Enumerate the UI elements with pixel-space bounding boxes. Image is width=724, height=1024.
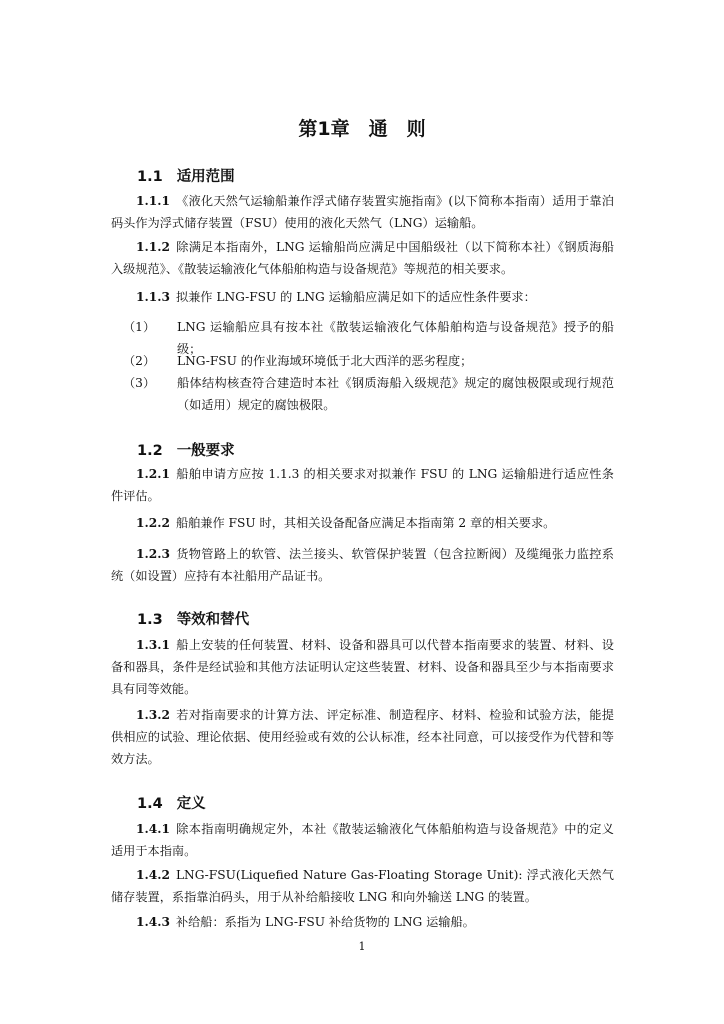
paragraph-1-2-3	[111, 543, 614, 587]
paragraph-1-3-2	[111, 704, 614, 770]
section-title: 等效和替代	[176, 612, 250, 628]
paragraph-text: 若对指南要求的计算方法、评定标准、制造程序、材料、检验和试验方法，能提供相应的试验、理论依据、使用经验或有效的公认标准，经本社同意，可以接受作为代替和等效方法。	[111, 708, 614, 766]
section-heading-1-2	[137, 439, 235, 460]
section-title: 适用范围	[176, 169, 235, 185]
paragraph-number: 1.4.1	[136, 822, 170, 836]
paragraph-1-2-2	[111, 512, 614, 534]
paragraph-number: 1.2.3	[136, 547, 170, 561]
paragraph-1-4-1	[111, 818, 614, 862]
paragraph-1-4-2	[111, 864, 614, 908]
chapter-title: 第1章 通 则	[298, 118, 426, 140]
paragraph-text: 货物管路上的软管、法兰接头、软管保护装置（包含拉断阀）及缆绳张力监控系统（如设置）应持有本社船用产品证书。	[111, 547, 614, 583]
paragraph-text: 船舶兼作 FSU 时，其相关设备配备应满足本指南第 2 章的相关要求。	[175, 516, 556, 530]
paragraph-text: 除满足本指南外，LNG 运输船尚应满足中国船级社（以下简称本社）《钢质海船入级规范》、《散装运输液化气体船舶构造与设备规范》等规范的相关要求。	[111, 240, 614, 276]
paragraph-number: 1.4.3	[136, 915, 170, 929]
paragraph-text: 《液化天然气运输船兼作浮式储存装置实施指南》(以下简称本指南）适用于靠泊码头作为浮式储存装置（FSU）使用的液化天然气（LNG）运输船。	[111, 194, 614, 230]
paragraph-number: 1.3.1	[136, 638, 170, 652]
section-number: 1.3	[137, 612, 163, 628]
paragraph-number: 1.1.1	[136, 194, 170, 208]
section-number: 1.2	[137, 443, 163, 459]
paragraph-text: 除本指南明确规定外，本社《散装运输液化气体船舶构造与设备规范》中的定义适用于本指南。	[111, 822, 614, 858]
paragraph-number: 1.2.2	[136, 516, 170, 530]
section-title: 定义	[176, 796, 206, 812]
list-item-text: LNG 运输船应具有按本社《散装运输液化气体船舶构造与设备规范》授予的船级；	[177, 320, 614, 356]
paragraph-number: 1.1.2	[136, 240, 170, 254]
paragraph-text: 船舶申请方应按 1.1.3 的相关要求对拟兼作 FSU 的 LNG 运输船进行适应性条件评估。	[111, 467, 614, 503]
list-item	[123, 372, 614, 416]
paragraph-1-1-2	[111, 236, 614, 280]
paragraph-1-3-1	[111, 634, 614, 700]
paragraph-number: 1.2.1	[136, 467, 170, 481]
section-heading-1-3	[137, 608, 249, 629]
paragraph-1-1-3	[111, 286, 614, 308]
paragraph-number: 1.1.3	[136, 290, 170, 304]
section-number: 1.1	[137, 169, 163, 185]
list-item-number: （3）	[123, 376, 156, 390]
paragraph-number: 1.3.2	[136, 708, 170, 722]
paragraph-text: LNG-FSU(Liquefied Nature Gas-Floating Storage Unit): 浮式液化天然气储存装置，系指靠泊码头，用于从补给船接收 LNG 和向外输送 LNG 的装置。	[111, 868, 614, 904]
list-item-text: 船体结构核查符合建造时本社《钢质海船入级规范》规定的腐蚀极限或现行规范（如适用）规定的腐蚀极限。	[177, 376, 614, 412]
list-item-text: LNG-FSU 的作业海域环境低于北大西洋的恶劣程度；	[177, 354, 473, 368]
page-number: 1	[358, 940, 366, 953]
list-item-number: （2）	[123, 354, 156, 368]
paragraph-text: 船上安装的任何装置、材料、设备和器具可以代替本指南要求的装置、材料、设备和器具，条件是经试验和其他方法证明认定这些装置、材料、设备和器具至少与本指南要求具有同等效能。	[111, 638, 614, 696]
list-item	[123, 350, 614, 372]
list-item-number: （1）	[123, 320, 156, 334]
paragraph-number: 1.4.2	[136, 868, 170, 882]
section-heading-1-4	[137, 792, 206, 813]
paragraph-1-2-1	[111, 463, 614, 507]
section-title: 一般要求	[176, 443, 235, 459]
paragraph-text: 拟兼作 LNG-FSU 的 LNG 运输船应满足如下的适应性条件要求：	[175, 290, 536, 304]
paragraph-1-1-1	[111, 190, 614, 234]
paragraph-1-4-3	[111, 911, 614, 933]
section-number: 1.4	[137, 796, 163, 812]
section-heading-1-1	[137, 165, 235, 186]
paragraph-text: 补给船：系指为 LNG-FSU 补给货物的 LNG 运输船。	[175, 915, 475, 929]
